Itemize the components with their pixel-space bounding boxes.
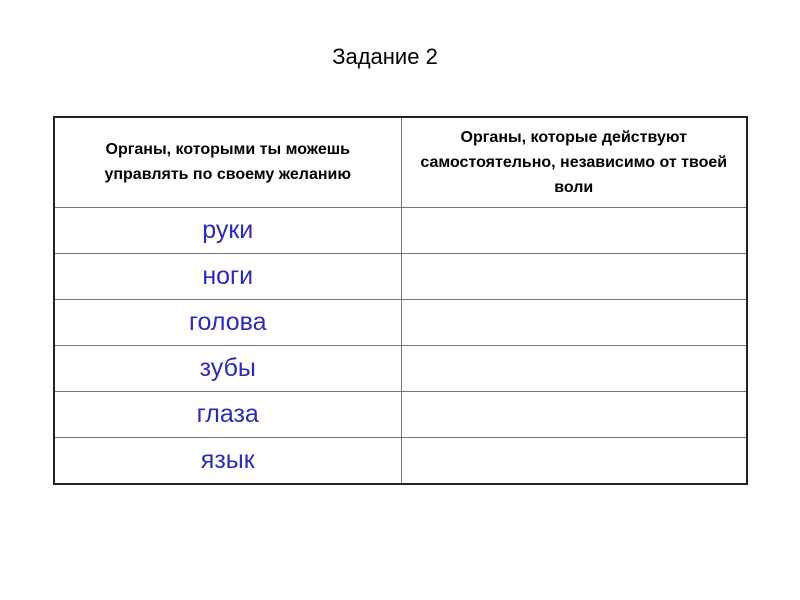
organ-cell: язык — [54, 437, 401, 484]
empty-answer-cell[interactable] — [401, 253, 747, 299]
organ-cell: ноги — [54, 253, 401, 299]
table-row — [54, 253, 747, 299]
table-row — [54, 391, 747, 437]
page-title: Задание 2 — [332, 44, 438, 69]
organ-cell: голова — [54, 299, 401, 345]
empty-answer-cell[interactable] — [401, 207, 747, 253]
table-row — [54, 345, 747, 391]
header-row — [54, 117, 747, 207]
organs-table — [53, 116, 748, 485]
empty-answer-cell[interactable] — [401, 299, 747, 345]
table-row — [54, 299, 747, 345]
header-voluntary-organs: Органы, которыми ты можешь управлять по своему желанию — [54, 117, 401, 207]
empty-answer-cell[interactable] — [401, 345, 747, 391]
empty-answer-cell[interactable] — [401, 391, 747, 437]
organ-cell: глаза — [54, 391, 401, 437]
organ-cell: зубы — [54, 345, 401, 391]
organ-cell: руки — [54, 207, 401, 253]
table-row — [54, 207, 747, 253]
table-row — [54, 437, 747, 484]
header-involuntary-organs: Органы, которые действуют самостоятельно, независимо от твоей воли — [401, 117, 747, 207]
empty-answer-cell[interactable] — [401, 437, 747, 484]
